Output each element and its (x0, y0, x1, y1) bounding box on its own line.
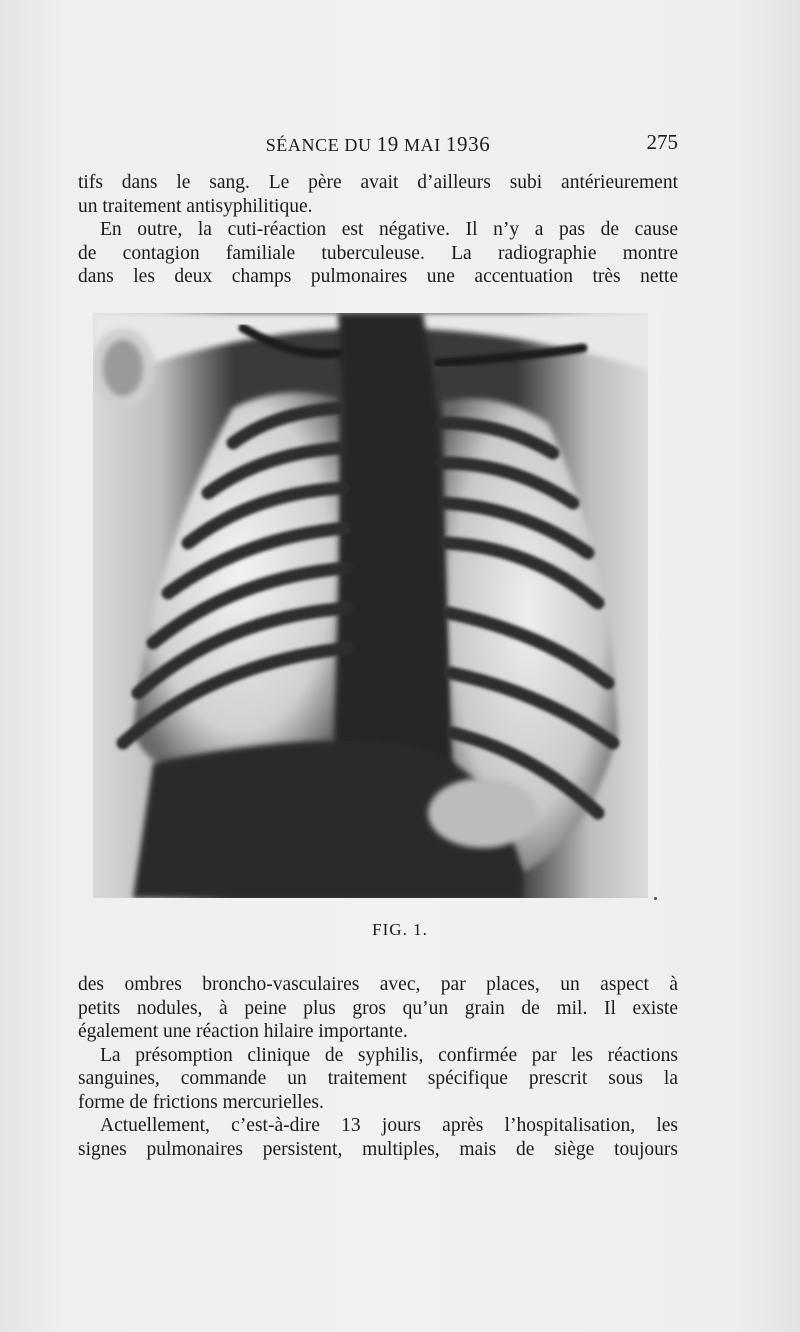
text-line: un traitement antisyphilitique. (78, 195, 313, 217)
text-line: de contagion familiale tuberculeuse. La radiographie montre (78, 242, 678, 264)
text-line: signes pulmonaires persistent, multiples, mais de siège toujours (78, 1138, 678, 1160)
title-year: 1936 (445, 132, 491, 156)
text-line: également une réaction hilaire importante. (78, 1021, 408, 1042)
text-line: dans les deux champs pulmonaires une accentuation très nette (78, 266, 678, 287)
text-line: des ombres broncho-vasculaires avec, par places, un aspect à (78, 974, 678, 995)
text-line: La présomption clinique de syphilis, confirmée par les réactions (100, 1044, 678, 1066)
text-line: petits nodules, à peine plus gros qu’un grain de mil. Il existe (78, 997, 678, 1019)
text-line: forme de frictions mercurielles. (78, 1091, 324, 1113)
paragraph-top (78, 171, 678, 289)
text-line: tifs dans le sang. Le père avait d’ailleurs subi antérieurement (78, 172, 678, 193)
running-head (78, 128, 678, 156)
text-line: Actuellement, c’est-à-dire 13 jours après l’hospitalisation, les (100, 1115, 678, 1136)
page-number: 275 (646, 130, 678, 154)
title-month: MAI (398, 135, 446, 155)
print-speck (654, 897, 657, 900)
radiograph-image (93, 313, 658, 898)
chest-radiograph-figure (93, 313, 658, 898)
text-line: En outre, la cuti-réaction est négative. Il n’y a pas de cause (100, 219, 678, 240)
figure-caption: FIG. 1. (372, 920, 428, 939)
title-day: 19 (376, 132, 399, 156)
text-line: sanguines, commande un traitement spécifique prescrit sous la (78, 1068, 678, 1089)
paragraph-after-figure (78, 973, 678, 1161)
session-title (78, 132, 678, 157)
title-prefix: SÉANCE DU (265, 135, 377, 155)
